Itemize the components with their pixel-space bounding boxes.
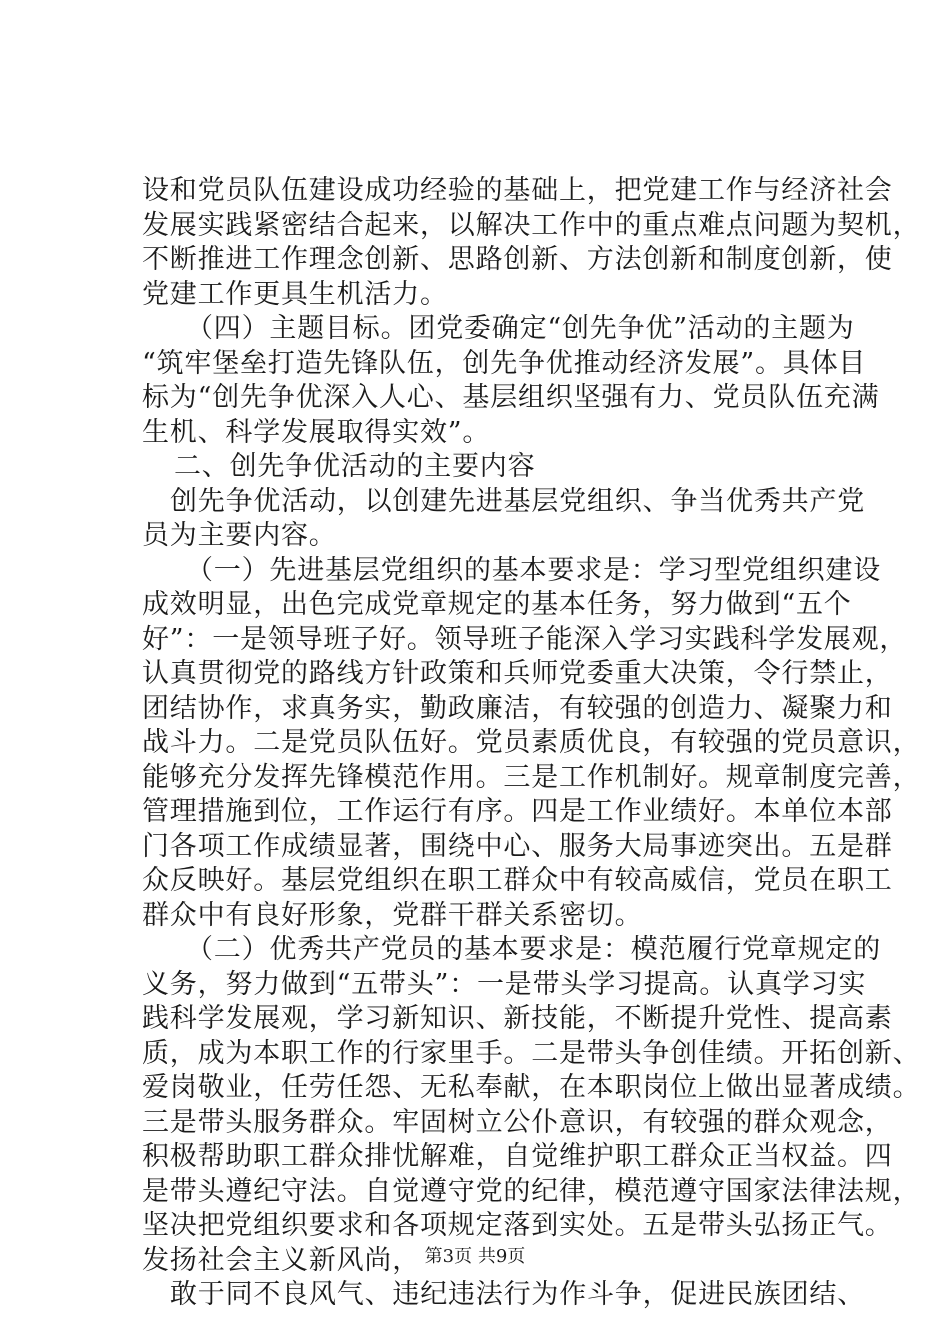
text-line: “筑牢堡垒打造先锋队伍，创先争优推动经济发展”。具体目: [142, 347, 867, 379]
text-line: 创先争优活动，以创建先进基层党组织、争当优秀共产党: [170, 485, 865, 517]
text-line: 坚决把党组织要求和各项规定落到实处。五是带头弘扬正气。: [142, 1210, 893, 1241]
text-line: 管理措施到位，工作运行有序。四是工作业绩好。本单位本部: [142, 796, 893, 827]
text-line: （一）先进基层党组织的基本要求是：学习型党组织建设: [186, 554, 881, 586]
page-number: 第3页 共9页: [424, 1246, 526, 1267]
text-line: 质，成为本职工作的行家里手。二是带头争创佳绩。开拓创新、: [142, 1037, 921, 1069]
text-line: 三是带头服务群众。牢固树立公仆意识，有较强的群众观念，: [142, 1106, 893, 1138]
text-line: 爱岗敬业，任劳任怨、无私奉献，在本职岗位上做出显著成绩。: [142, 1072, 921, 1103]
text-line: 战斗力。二是党员队伍好。党员素质优良，有较强的党员意识，: [142, 727, 921, 758]
section-heading: 二、创先争优活动的主要内容: [174, 451, 536, 482]
text-line: 认真贯彻党的路线方针政策和兵师党委重大决策，令行禁止，: [142, 658, 893, 689]
text-line: 好”：一是领导班子好。领导班子能深入学习实践科学发展观，: [142, 623, 908, 655]
text-line: 践科学发展观，学习新知识、新技能，不断提升党性、提高素: [142, 1003, 893, 1034]
text-line: （二）优秀共产党员的基本要求是：模范履行党章规定的: [186, 934, 881, 965]
document-body: [142, 174, 921, 1313]
text-line: 积极帮助职工群众排忧解难，自觉维护职工群众正当权益。四: [142, 1141, 893, 1172]
text-line: 发展实践紧密结合起来，以解决工作中的重点难点问题为契机，: [142, 209, 921, 241]
text-line: 标为“创先争优深入人心、基层组织坚强有力、党员队伍充满: [142, 382, 880, 413]
text-line: 众反映好。基层党组织在职工群众中有较高威信，党员在职工: [142, 865, 893, 896]
text-line: 能够充分发挥先锋模范作用。三是工作机制好。规章制度完善，: [142, 761, 921, 793]
text-line: 发扬社会主义新风尚，: [142, 1244, 420, 1276]
text-line: 党建工作更具生机活力。: [142, 278, 448, 310]
text-line: 生机、科学发展取得实效”。: [142, 416, 491, 448]
text-line: 不断推进工作理念创新、思路创新、方法创新和制度创新，使: [142, 244, 893, 275]
text-line: 门各项工作成绩显著，围绕中心、服务大局事迹突出。五是群: [142, 830, 893, 862]
text-line: 员为主要内容。: [142, 520, 337, 551]
text-line: 是带头遵纪守法。自觉遵守党的纪律，模范遵守国家法律法规，: [142, 1175, 921, 1207]
text-line: 群众中有良好形象，党群干群关系密切。: [142, 899, 643, 931]
text-line: 成效明显，出色完成党章规定的基本任务，努力做到“五个: [142, 589, 852, 620]
text-line: 敢于同不良风气、违纪违法行为作斗争，促进民族团结、: [170, 1279, 865, 1310]
page-footer: [0, 1242, 950, 1268]
text-line: （四）主题目标。团党委确定“创先争优”活动的主题为: [186, 313, 855, 344]
text-line: 团结协作，求真务实，勤政廉洁，有较强的创造力、凝聚力和: [142, 692, 893, 724]
text-line: 设和党员队伍建设成功经验的基础上，把党建工作与经济社会: [142, 175, 893, 206]
text-line: 义务，努力做到“五带头”：一是带头学习提高。认真学习实: [142, 968, 867, 1000]
